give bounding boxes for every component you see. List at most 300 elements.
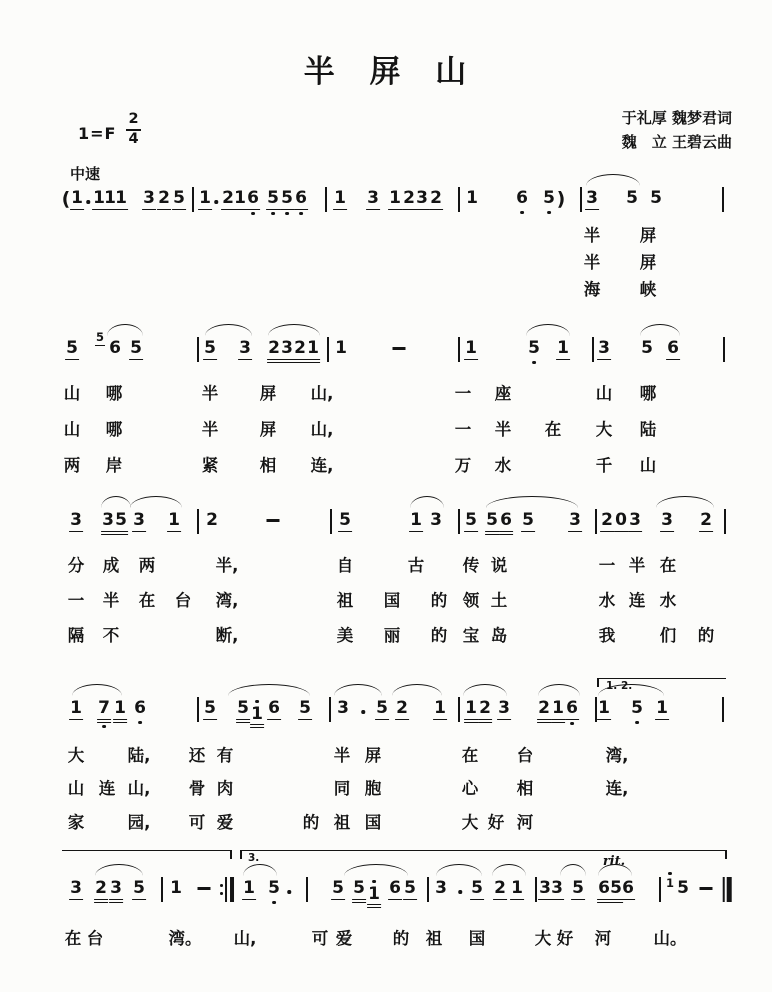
slur-arc: [410, 496, 444, 508]
lyric-syllable-v2: 心: [461, 779, 479, 798]
lyric-syllable-v2: 一: [67, 591, 85, 610]
note: [402, 190, 416, 210]
note: [203, 340, 217, 360]
note: [70, 190, 84, 210]
lyric-syllable-v3: 连,: [310, 456, 334, 475]
note-digit: 3: [430, 510, 442, 530]
note-digit: 5: [267, 188, 279, 208]
note-digit: 5: [485, 512, 499, 535]
note-digit: 2: [494, 878, 506, 898]
note: [129, 340, 143, 360]
note: [565, 700, 579, 725]
note-digit: 1: [465, 338, 477, 358]
note: [537, 700, 551, 723]
lyric-syllable-v3: 千: [595, 456, 613, 475]
credits: [622, 106, 732, 154]
barline: [458, 509, 460, 534]
note: [267, 700, 281, 720]
note: [306, 340, 320, 363]
note-digit: 1: [170, 878, 182, 898]
note-digit: (: [61, 188, 71, 210]
barline: [306, 877, 308, 902]
note-digit: 5: [609, 880, 623, 903]
volta-tick-left: [597, 679, 599, 687]
note: [352, 880, 366, 903]
lyric-syllable-v2: 的: [430, 591, 448, 610]
note-digit: 3: [569, 510, 581, 530]
lyric-syllable-v1: 爱: [335, 929, 353, 948]
note: [600, 512, 614, 532]
note-digit: 3: [133, 510, 145, 530]
note-digit: 1: [168, 510, 180, 530]
note-digit: 5: [677, 878, 689, 898]
note-digit: 1: [70, 698, 82, 718]
note: [280, 190, 294, 215]
lyric-syllable-v2: 祖: [336, 591, 354, 610]
lyric-syllable-v2: 半: [583, 253, 601, 272]
note-digit: 1: [243, 878, 255, 898]
lyric-syllable-v1: 山,: [233, 929, 257, 948]
lyric-syllable-v2: 土: [490, 591, 508, 610]
duration-dash: [267, 519, 280, 522]
lyric-syllable-v1: 在: [659, 556, 677, 575]
note: [172, 190, 186, 210]
lyric-syllable-v3: 美: [336, 626, 354, 645]
note-digit: 5: [281, 188, 293, 208]
slur-arc: [72, 684, 122, 696]
final-barline: [723, 877, 732, 902]
lyric-syllable-v2: 同: [333, 779, 351, 798]
note: [649, 190, 663, 209]
octave-dot-below: [102, 725, 105, 728]
note: [375, 700, 389, 720]
note-digit: 6: [247, 188, 259, 208]
note: [550, 880, 564, 900]
grace-note: [95, 332, 105, 346]
note-digit: 6: [566, 698, 578, 718]
note: [69, 880, 83, 900]
lyric-syllable-v1: 台: [86, 929, 104, 948]
note: [108, 340, 122, 359]
note-digit: 5: [376, 698, 388, 718]
octave-dot-below: [251, 212, 254, 215]
lyric-syllable-v2: 山: [63, 420, 81, 439]
lyric-syllable-v3: 家: [67, 813, 85, 832]
repeat-dot: [220, 884, 223, 887]
lyric-syllable-v1: 山。: [653, 929, 687, 948]
volta-label: 3.: [248, 852, 260, 864]
lyric-syllable-v2: 领: [462, 591, 480, 610]
note-digit: 3: [435, 878, 447, 898]
note-digit: 1: [113, 700, 127, 723]
note-digit: 5: [465, 510, 477, 530]
octave-dot-below: [299, 212, 302, 215]
barline: [659, 877, 661, 902]
lyric-syllable-v2: 在: [544, 420, 562, 439]
note: [542, 190, 556, 214]
note-digit: 2: [293, 340, 307, 363]
note: [294, 190, 308, 215]
note: [97, 700, 111, 728]
note-digit: 3: [598, 338, 610, 358]
note: [69, 512, 83, 532]
note: [666, 340, 680, 360]
lyric-syllable-v1: 有: [216, 746, 234, 765]
lyric-syllable-v2: 胞: [364, 779, 382, 798]
note: [464, 512, 478, 532]
augmentation-dot: [458, 890, 462, 894]
octave-dot-below: [272, 901, 275, 904]
note: [556, 340, 570, 360]
octave-dot-below: [547, 211, 550, 214]
note: [699, 512, 713, 532]
slur-arc: [560, 864, 586, 876]
octave-dot-below: [271, 212, 274, 215]
note: [198, 190, 212, 210]
key-signature: 1=F: [78, 124, 117, 143]
note-digit: 1: [367, 886, 381, 909]
note-digit: 1: [335, 338, 347, 358]
song-title: 半 屏 山: [303, 54, 469, 90]
lyric-syllable-v1: 传: [462, 556, 480, 575]
repeat-dots: [220, 877, 223, 902]
slur-arc: [586, 174, 640, 186]
lyric-syllable-v2: 相: [516, 779, 534, 798]
slur-arc: [436, 864, 482, 876]
lyric-syllable-v1: 大: [67, 746, 85, 765]
slur-arc: [344, 864, 408, 876]
lyric-syllable-v1: 屏: [639, 226, 657, 245]
lyric-syllable-v3: 的: [302, 813, 320, 832]
thick-bar: [230, 877, 234, 902]
note-digit: 5: [268, 878, 280, 898]
lyric-syllable-v3: 山: [639, 456, 657, 475]
lyric-syllable-v2: 在: [138, 591, 156, 610]
note: [585, 190, 599, 210]
note-digit: 1: [598, 698, 610, 718]
lyric-syllable-v1: 屏: [364, 746, 382, 765]
thin-bar: [225, 877, 227, 902]
note-digit: 3: [143, 188, 155, 208]
augmentation-dot: [214, 200, 218, 204]
note: [478, 700, 492, 723]
lyric-syllable-v3: 相: [259, 456, 277, 475]
note-digit: 3: [70, 510, 82, 530]
slur-arc: [656, 496, 714, 508]
lyric-syllable-v3: 水: [494, 456, 512, 475]
lyric-syllable-v1: 半: [333, 746, 351, 765]
barline: [327, 337, 329, 362]
lyric-syllable-v3: 的: [697, 626, 715, 645]
barline: [161, 877, 163, 902]
note-digit: 3: [629, 510, 641, 530]
barline: [595, 509, 597, 534]
note-digit: 3: [586, 188, 598, 208]
note-digit: 2: [396, 698, 408, 718]
barline: [458, 337, 460, 362]
note-digit: 1: [466, 188, 478, 208]
note: [114, 512, 128, 535]
note-digit: 5: [626, 188, 638, 208]
note: [203, 700, 217, 720]
note-digit: 6: [597, 880, 611, 903]
note-digit: 5: [631, 698, 643, 718]
note: [628, 512, 642, 532]
note-digit: 5: [173, 188, 185, 208]
volta-bracket: [597, 678, 726, 679]
note-digit: 3: [280, 340, 294, 363]
note-digit: 3: [101, 512, 115, 535]
lyric-syllable-v1: 在: [461, 746, 479, 765]
note-digit: 3: [539, 878, 551, 898]
note: [597, 700, 611, 720]
lyric-syllable-v1: 自: [336, 556, 354, 575]
barline: [722, 697, 724, 722]
octave-dot-below: [285, 212, 288, 215]
duration-dash: [198, 887, 211, 890]
lyric-syllable-v1: 还: [188, 746, 206, 765]
lyric-syllable-v1: 祖: [425, 929, 443, 948]
barline: [197, 509, 199, 534]
note: [434, 880, 448, 899]
note-digit: 3: [661, 510, 673, 530]
note: [429, 190, 443, 210]
volta-tick-right: [230, 851, 232, 859]
parenthesis: [556, 190, 567, 209]
lyric-syllable-v3: 两: [63, 456, 81, 475]
note-digit: 2: [601, 510, 613, 530]
slur-arc: [538, 684, 580, 696]
lyric-syllable-v1: 两: [138, 556, 156, 575]
note: [132, 512, 146, 532]
note-digit: 5: [299, 698, 311, 718]
note: [94, 880, 108, 903]
lyric-syllable-v1: 湾,: [605, 746, 629, 765]
lyric-syllable-v3: 祖: [333, 813, 351, 832]
note: [614, 512, 628, 532]
note: [298, 700, 312, 720]
barline: [197, 337, 199, 362]
note-digit: 1: [199, 188, 211, 208]
tempo-marking: 中速: [70, 165, 101, 183]
lyric-syllable-v3: 断,: [215, 626, 239, 645]
note: [267, 880, 281, 904]
barline: [427, 877, 429, 902]
note: [65, 340, 79, 360]
lyric-syllable-v1: 可: [311, 929, 329, 948]
lyric-syllable-v2: 陆: [639, 420, 657, 439]
note-digit: 6: [516, 188, 528, 208]
octave-dot-above: [668, 872, 671, 875]
note-digit: 1: [306, 340, 320, 363]
note-digit: 3: [551, 878, 563, 898]
note: [640, 340, 654, 359]
note-digit: 3: [337, 698, 349, 718]
note-digit: ): [556, 188, 566, 210]
note-digit: 1: [665, 875, 675, 890]
slur-arc: [101, 496, 131, 508]
lyric-syllable-v2: 一: [454, 420, 472, 439]
barline: [330, 509, 332, 534]
note: [280, 340, 294, 363]
lyric-syllable-v1: 一: [598, 556, 616, 575]
note-digit: 2: [267, 340, 281, 363]
note-digit: 5: [522, 510, 534, 530]
lyric-syllable-v3: 可: [188, 813, 206, 832]
note-digit: 5: [572, 878, 584, 898]
note: [655, 700, 669, 720]
barline: [192, 187, 194, 212]
barline: [580, 187, 582, 212]
note: [267, 340, 281, 363]
note-digit: 5: [130, 338, 142, 358]
note-digit: 2: [158, 188, 170, 208]
lyric-syllable-v2: 水: [598, 591, 616, 610]
note-digit: 6: [389, 878, 401, 898]
note: [233, 190, 247, 210]
lyric-syllable-v2: 水: [659, 591, 677, 610]
lyric-syllable-v2: 国: [383, 591, 401, 610]
note: [366, 190, 380, 210]
note: [464, 340, 478, 360]
lyric-syllable-v2: 哪: [105, 420, 123, 439]
lyric-syllable-v1: 湾。: [168, 929, 202, 948]
lyric-syllable-v3: 峡: [639, 280, 657, 299]
note-digit: 1: [511, 878, 523, 898]
note-digit: 5: [650, 188, 662, 208]
lyric-syllable-v1: 山,: [310, 384, 334, 403]
note-digit: 1: [557, 338, 569, 358]
lyric-syllable-v3: 丽: [383, 626, 401, 645]
note: [69, 700, 83, 720]
lyric-syllable-v2: 半: [494, 420, 512, 439]
lyric-syllable-v1: 半: [628, 556, 646, 575]
note-digit: 6: [268, 698, 280, 718]
note-digit: 6: [134, 698, 146, 718]
octave-dot-below: [138, 721, 141, 724]
slur-arc: [463, 684, 507, 696]
note-digit: 5: [66, 338, 78, 358]
lyric-syllable-v2: 山: [67, 779, 85, 798]
barline: [197, 697, 199, 722]
lyric-syllable-v2: 大: [595, 420, 613, 439]
lyric-syllable-v3: 岸: [105, 456, 123, 475]
note: [499, 512, 513, 535]
lyric-syllable-v1: 屏: [259, 384, 277, 403]
composer-credit: 魏 立 王碧云曲: [621, 133, 732, 151]
note-digit: 3: [498, 698, 510, 718]
note-digit: 3: [367, 188, 379, 208]
volta-label: 1. 2.: [606, 680, 633, 692]
note-digit: 1: [410, 510, 422, 530]
lyric-syllable-v3: 不: [102, 626, 120, 645]
octave-dot-below: [570, 722, 573, 725]
note: [250, 700, 264, 728]
note-digit: 5: [543, 188, 555, 208]
duration-dash: [393, 347, 406, 350]
note: [630, 700, 644, 724]
slur-arc: [268, 324, 320, 336]
lyric-syllable-v2: 湾,: [215, 591, 239, 610]
note-digit: 1: [334, 188, 346, 208]
note: [515, 190, 529, 214]
note: [493, 880, 507, 900]
octave-dot-below: [635, 721, 638, 724]
slur-arc: [95, 864, 143, 876]
lyric-syllable-v1: 一: [454, 384, 472, 403]
note: [521, 512, 535, 532]
octave-dot-below: [520, 211, 523, 214]
note-digit: 0: [615, 510, 627, 530]
lyric-syllable-v1: 在: [64, 929, 82, 948]
octave-dot-above: [372, 880, 375, 883]
note-digit: 1: [71, 188, 83, 208]
note-digit: 5: [352, 880, 366, 903]
note: [109, 880, 123, 903]
note: [142, 190, 156, 210]
note-digit: 1: [234, 188, 246, 208]
lyric-syllable-v1: 的: [392, 929, 410, 948]
repeat-dot: [220, 892, 223, 895]
note-digit: 1: [434, 698, 446, 718]
lyric-syllable-v2: 连,: [605, 779, 629, 798]
note-digit: 2: [403, 188, 415, 208]
note-digit: 3: [239, 338, 251, 358]
note-digit: 6: [622, 878, 634, 898]
note: [242, 880, 256, 900]
note-digit: 1: [115, 188, 127, 208]
slur-arc: [640, 324, 680, 336]
note: [236, 700, 250, 723]
lyric-syllable-v2: 连: [98, 779, 116, 798]
lyric-syllable-v3: 岛: [490, 626, 508, 645]
lyric-syllable-v1: 说: [490, 556, 508, 575]
lyric-syllable-v1: 半: [583, 226, 601, 245]
note: [415, 190, 429, 210]
note-digit: 3: [416, 188, 428, 208]
note-digit: 5: [204, 698, 216, 718]
barline: [722, 187, 724, 212]
note-digit: 6: [667, 338, 679, 358]
lyric-syllable-v3: 国: [364, 813, 382, 832]
note: [527, 340, 541, 364]
note: [388, 190, 402, 210]
volta-bracket: [62, 850, 232, 851]
note: [485, 512, 499, 535]
lyric-syllable-v2: 骨: [188, 779, 206, 798]
lyric-syllable-v1: 陆,: [127, 746, 151, 765]
slur-arc: [205, 324, 252, 336]
note-digit: 2: [206, 510, 218, 530]
barline: [592, 337, 594, 362]
lyric-syllable-v3: 园,: [127, 813, 151, 832]
lyric-syllable-v3: 紧: [201, 456, 219, 475]
volta-tick-left: [240, 851, 242, 859]
time-signature: [126, 112, 141, 147]
slur-arc: [228, 684, 310, 696]
slur-arc: [392, 684, 442, 696]
note-digit: 2: [700, 510, 712, 530]
slur-arc: [526, 324, 570, 336]
barline: [458, 187, 460, 212]
augmentation-dot: [86, 200, 90, 204]
lyric-syllable-v1: 半: [201, 384, 219, 403]
lyric-syllable-v3: 海: [583, 280, 601, 299]
octave-dot-above: [255, 700, 258, 703]
lyric-syllable-v1: 成: [102, 556, 120, 575]
note: [293, 340, 307, 363]
note-digit: 1: [104, 188, 116, 208]
